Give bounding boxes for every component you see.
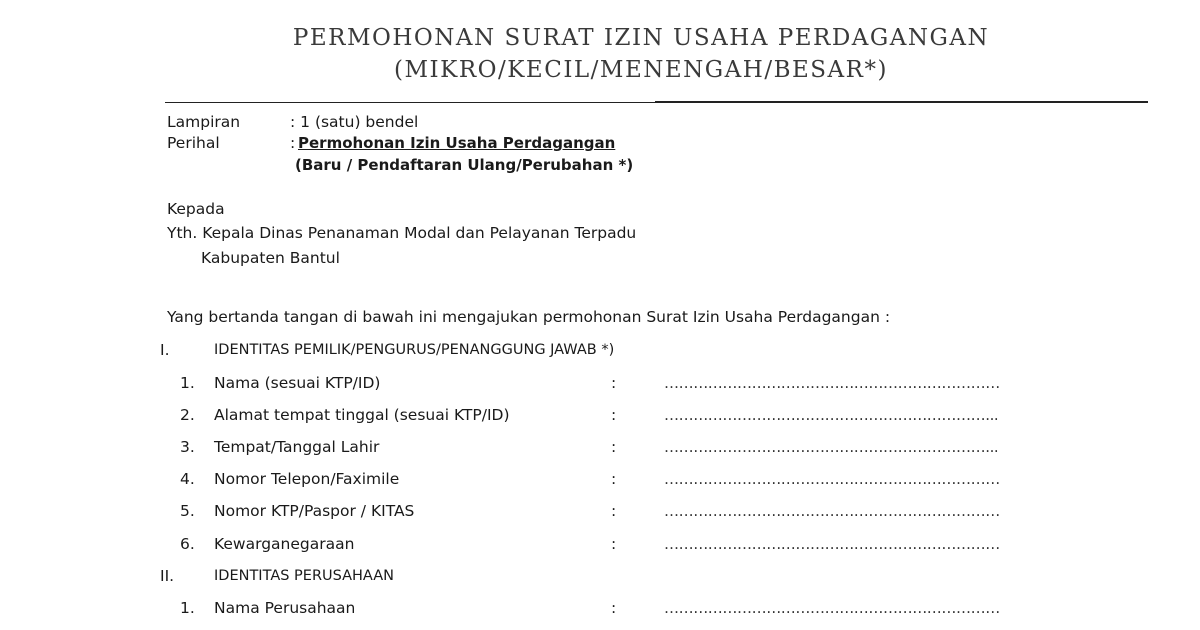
field-colon: :: [611, 535, 617, 553]
field-colon: :: [611, 374, 617, 392]
lampiran-value: : 1 (satu) bendel: [290, 113, 419, 131]
field-blank-line: ……………………………………………………………: [664, 502, 1000, 520]
field-blank-line: ……………………………………………………………: [664, 374, 1000, 392]
field-number: 2.: [180, 406, 195, 424]
document-subtitle: (MIKRO/KECIL/MENENGAH/BESAR*): [394, 57, 888, 83]
field-number: 4.: [180, 470, 195, 488]
perihal-value: Permohonan Izin Usaha Perdagangan: [298, 134, 616, 152]
field-label: Nomor KTP/Paspor / KITAS: [214, 502, 415, 520]
field-number: 3.: [180, 438, 195, 456]
field-colon: :: [611, 599, 617, 617]
field-number: 5.: [180, 502, 195, 520]
field-blank-line: …………………………………………………………...: [664, 438, 999, 456]
address-kepada: Kepada: [167, 200, 225, 218]
header-rule-thin: [165, 102, 655, 103]
section-heading: IDENTITAS PEMILIK/PENGURUS/PENANGGUNG JAWAB *): [214, 342, 615, 358]
field-number: 1.: [180, 599, 195, 617]
perihal-label: Perihal: [167, 134, 220, 152]
section-numeral: II.: [160, 567, 175, 585]
perihal-sub: (Baru / Pendaftaran Ulang/Perubahan *): [295, 156, 634, 174]
field-label: Nama (sesuai KTP/ID): [214, 374, 381, 392]
field-blank-line: …………………………………………………………...: [664, 406, 999, 424]
field-number: 6.: [180, 535, 195, 553]
document-title: PERMOHONAN SURAT IZIN USAHA PERDAGANGAN: [292, 25, 990, 51]
perihal-colon: :: [290, 134, 296, 152]
field-label: Alamat tempat tinggal (sesuai KTP/ID): [214, 406, 510, 424]
address-region: Kabupaten Bantul: [201, 249, 340, 267]
field-number: 1.: [180, 374, 195, 392]
field-label: Tempat/Tanggal Lahir: [214, 438, 380, 456]
section-numeral: I.: [160, 341, 170, 359]
field-blank-line: ……………………………………………………………: [664, 599, 1000, 617]
field-blank-line: ……………………………………………………………: [664, 470, 1000, 488]
field-colon: :: [611, 406, 617, 424]
field-colon: :: [611, 438, 617, 456]
field-colon: :: [611, 470, 617, 488]
intro-statement: Yang bertanda tangan di bawah ini mengajukan permohonan Surat Izin Usaha Perdagangan :: [167, 308, 891, 326]
field-label: Nomor Telepon/Faximile: [214, 470, 400, 488]
address-recipient: Yth. Kepala Dinas Penanaman Modal dan Pelayanan Terpadu: [167, 224, 637, 242]
field-label: Nama Perusahaan: [214, 599, 356, 617]
header-rule-thick: [655, 101, 1148, 103]
lampiran-label: Lampiran: [167, 113, 241, 131]
field-blank-line: ……………………………………………………………: [664, 535, 1000, 553]
field-colon: :: [611, 502, 617, 520]
field-label: Kewarganegaraan: [214, 535, 355, 553]
section-heading: IDENTITAS PERUSAHAAN: [214, 568, 395, 584]
